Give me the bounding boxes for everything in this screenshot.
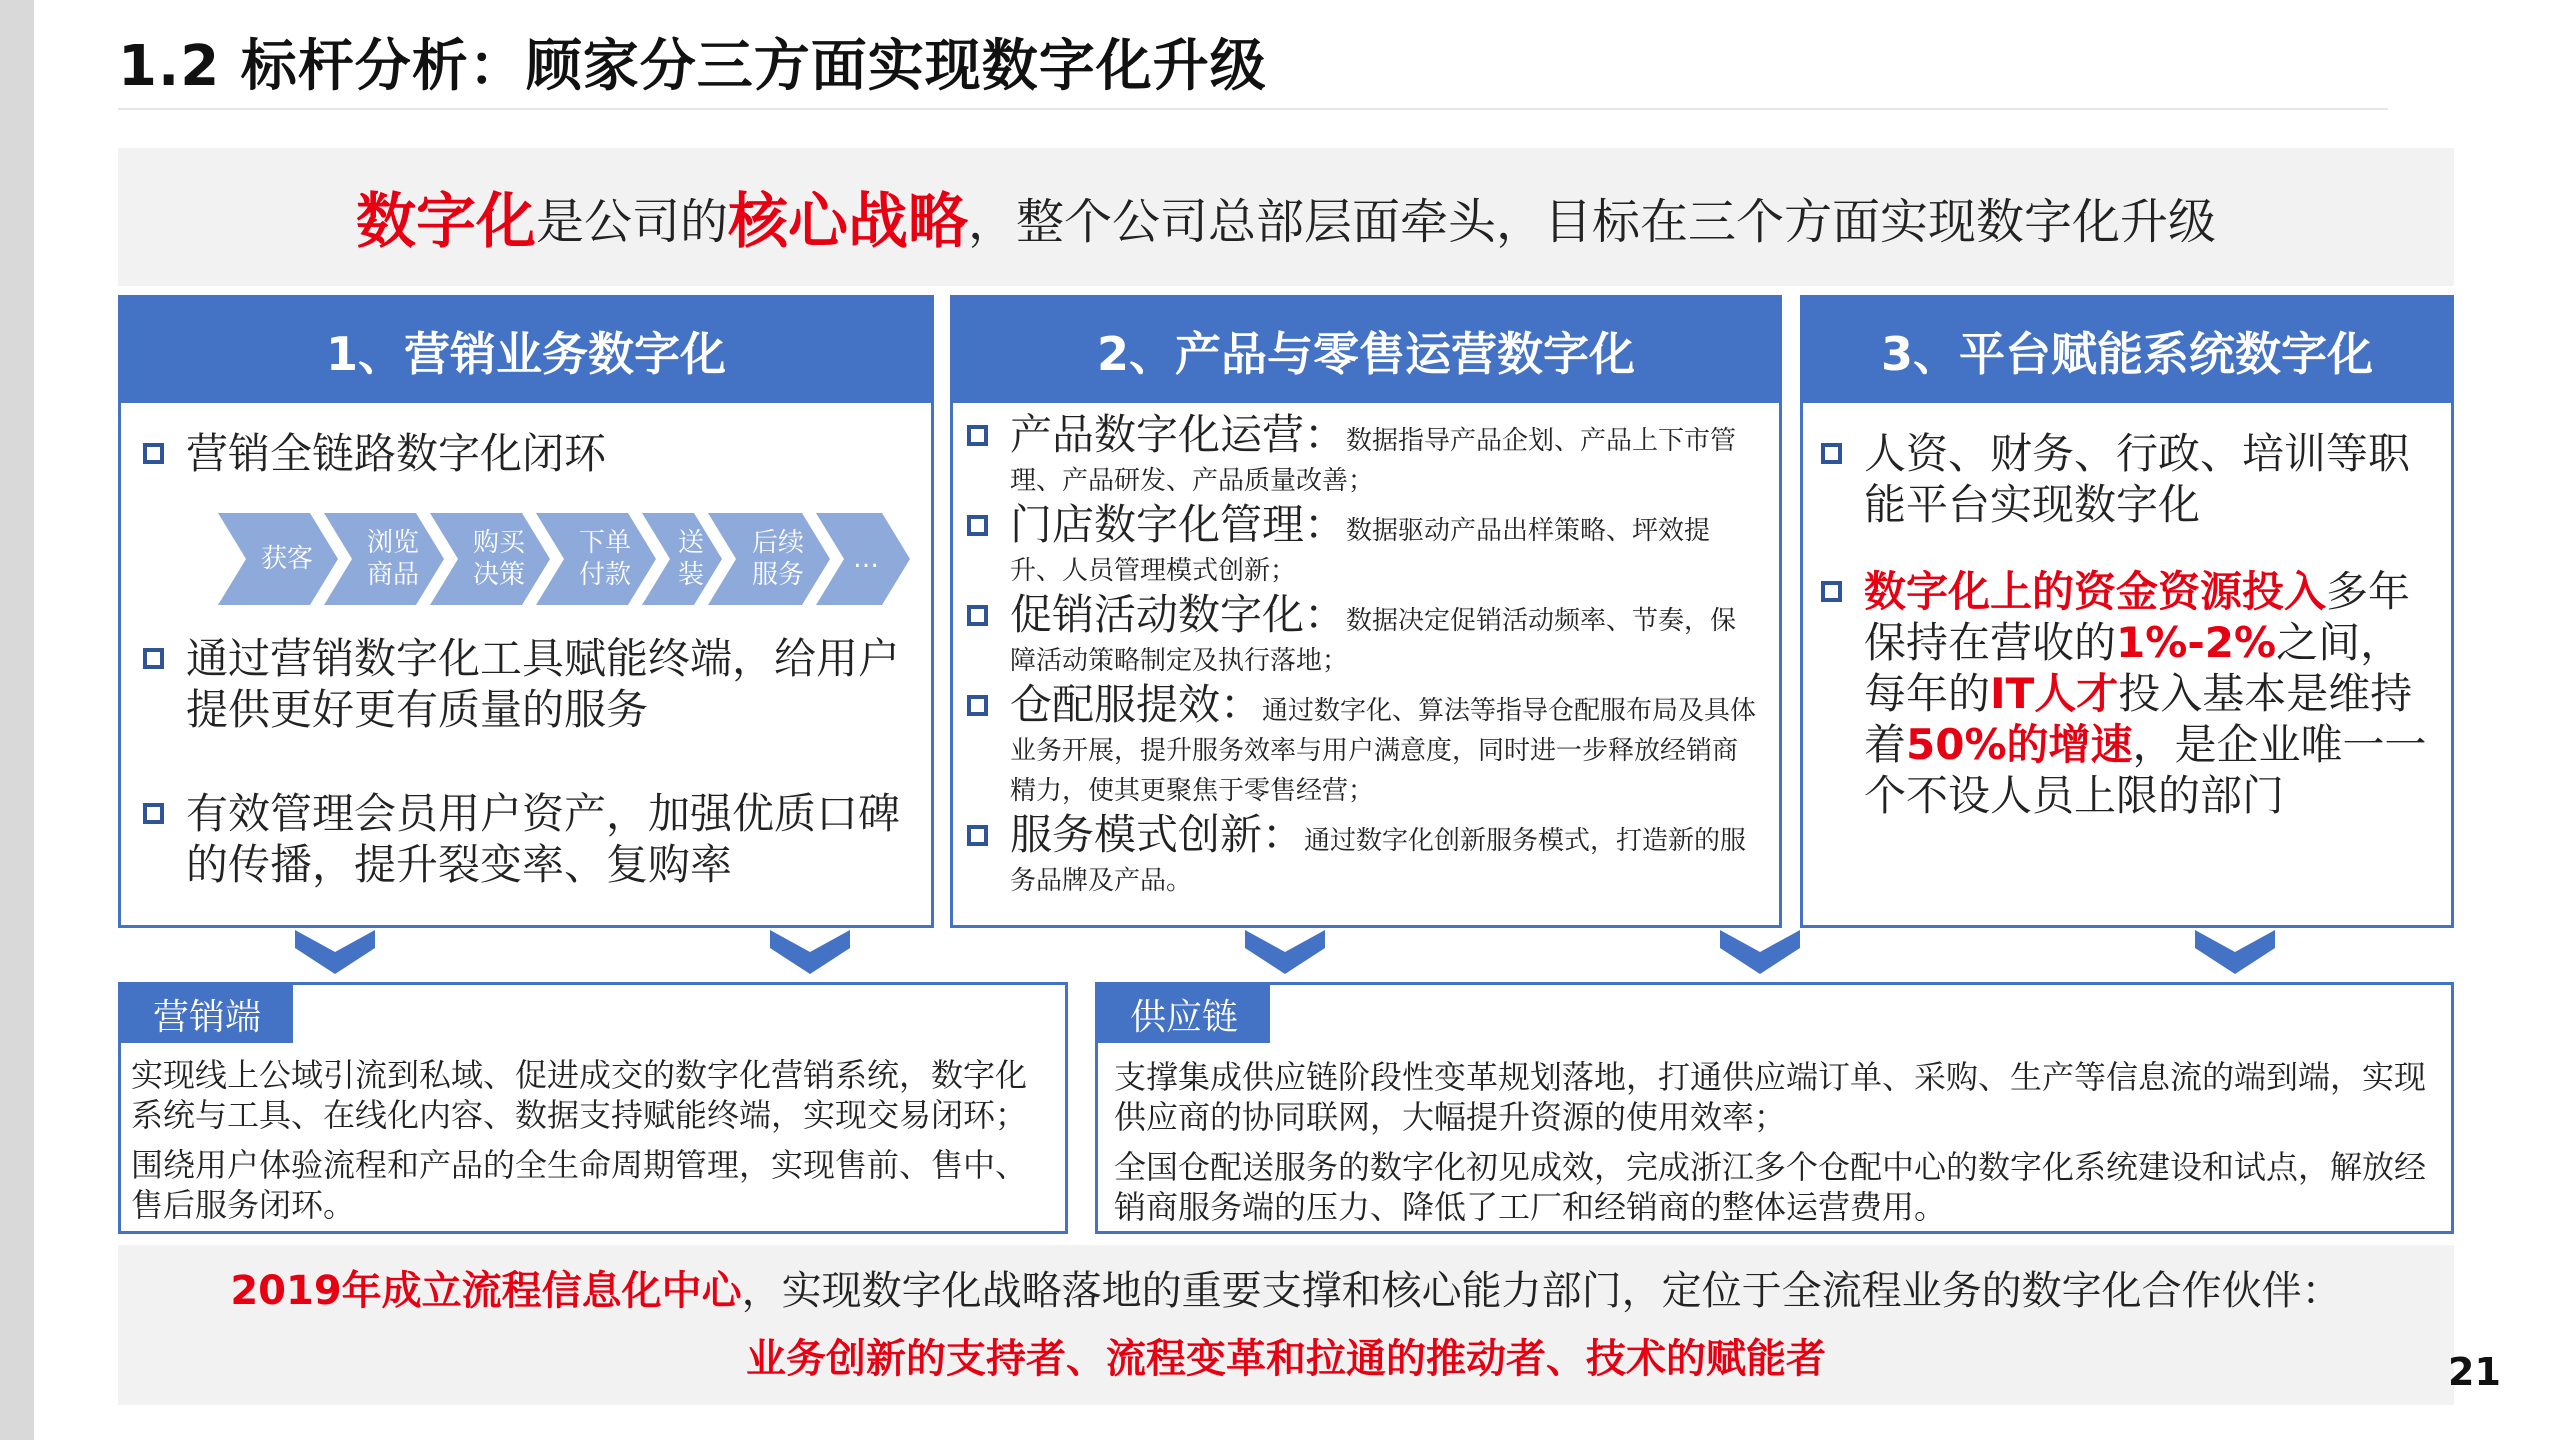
step-label: 后续服务 (751, 528, 804, 590)
chevron-down-icon (2195, 930, 2275, 976)
step-label: … (853, 544, 879, 574)
chevron-down-icon (1245, 930, 1325, 976)
bullet-item (1821, 428, 2431, 530)
banner-keyword-digital: 数字化 (355, 187, 536, 257)
step-label: 浏览商品 (366, 528, 419, 590)
square-bullet-icon (1821, 581, 1842, 602)
marketing-end-box (118, 982, 1068, 1234)
left-edge-bar (0, 0, 34, 1440)
marketing-paragraph: 实现线上公域引流到私域、促进成交的数字化营销系统，数字化系统与工具、在线化内容、数据支持赋能终端，实现交易闭环； (131, 1056, 1028, 1134)
bullet-text: ，是企业唯一一个不设人员上限的部门 (1864, 720, 2427, 820)
bullet-item (967, 810, 1757, 901)
footer-text: ，实现数字化战略落地的重要支撑和核心能力部门，定位于全流程业务的数字化合作伙伴： (741, 1268, 2342, 1314)
strategy-banner (118, 148, 2454, 286)
supply-chain-tag: 供应链 (1098, 985, 1270, 1043)
highlight-percent: 1%-2% (2116, 618, 2277, 667)
bullet-body: 数据指导产品企划、产品上下市管理、产品研发、产品质量改善； (1010, 426, 1737, 496)
square-bullet-icon (143, 443, 164, 464)
bullet-text: 多年保持在营收的 (1864, 567, 2411, 667)
chevron-down-icon (1720, 930, 1800, 976)
marketing-process-chevrons (218, 513, 918, 605)
column-product-retail-digital (950, 295, 1782, 928)
footer-highlight: 2019年成立流程信息化中心 (230, 1268, 742, 1314)
bullet-item (967, 410, 1757, 501)
highlight-it-talent: IT人才 (1990, 669, 2119, 718)
step-label: 下单付款 (578, 528, 631, 590)
footer-banner (118, 1245, 2454, 1405)
square-bullet-icon (967, 515, 988, 536)
supply-paragraph: 支撑集成供应链阶段性变革规划落地，打通供应端订单、采购、生产等信息流的端到端，实现供应商的协同联网，大幅提升资源的使用效率； (1114, 1058, 2427, 1136)
bullet-item (1821, 566, 2431, 821)
bullet-item (143, 633, 913, 735)
bullet-body: 通过数字化创新服务模式，打造新的服务品牌及产品。 (1010, 826, 1747, 896)
bullet-text: 人资、财务、行政、培训等职能平台实现数字化 (1864, 429, 2411, 529)
square-bullet-icon (967, 425, 988, 446)
square-bullet-icon (967, 825, 988, 846)
bullet-text: 通过营销数字化工具赋能终端，给用户提供更好更有质量的服务 (186, 634, 901, 734)
banner-text-rest: ，整个公司总部层面牵头，目标在三个方面实现数字化升级 (968, 193, 2217, 250)
bullet-text: 有效管理会员用户资产，加强优质口碑的传播，提升裂变率、复购率 (186, 789, 901, 889)
bullet-text: 投入基本是维持着 (1864, 669, 2413, 769)
marketing-paragraph: 围绕用户体验流程和产品的全生命周期管理，实现售前、售中、售后服务闭环。 (131, 1146, 1028, 1224)
bullet-item (143, 788, 913, 890)
square-bullet-icon (967, 605, 988, 626)
banner-keyword-core: 核心战略 (728, 187, 968, 257)
column-header: 2、产品与零售运营数字化 (953, 298, 1779, 403)
highlight-growth: 50%的增速 (1906, 720, 2133, 769)
bullet-item (143, 428, 903, 479)
step-label: 送装 (677, 528, 704, 590)
bullet-body: 数据驱动产品出样策略、坪效提升、人员管理模式创新； (1010, 516, 1711, 586)
marketing-end-tag: 营销端 (121, 985, 293, 1043)
bullet-body: 数据决定促销活动频率、节奏，保障活动策略制定及执行落地； (1010, 606, 1737, 676)
bullet-head: 产品数字化运营： (1010, 410, 1347, 459)
bullet-head: 促销活动数字化： (1010, 590, 1347, 639)
title-divider (118, 108, 2388, 110)
square-bullet-icon (143, 803, 164, 824)
bullet-head: 仓配服提效： (1010, 680, 1263, 729)
step-label: 购买决策 (472, 528, 525, 590)
chevron-down-icon (770, 930, 850, 976)
page-title: 1.2 标杆分析：顾家分三方面实现数字化升级 (118, 34, 1267, 99)
bullet-text: 营销全链路数字化闭环 (186, 429, 607, 478)
column-platform-digital (1800, 295, 2454, 928)
bullet-head: 服务模式创新： (1010, 810, 1305, 859)
chevron-down-icon (295, 930, 375, 976)
footer-roles: 业务创新的支持者、流程变革和拉通的推动者、技术的赋能者 (746, 1336, 1826, 1382)
banner-text: 是公司的 (535, 193, 728, 250)
square-bullet-icon (967, 695, 988, 716)
bullet-head: 门店数字化管理： (1010, 500, 1347, 549)
bullet-text: 之间，每年的 (1864, 618, 2403, 718)
supply-chain-box (1095, 982, 2454, 1234)
highlight-investment: 数字化上的资金资源投入 (1864, 567, 2327, 616)
bullet-item (967, 590, 1757, 681)
bullet-body: 通过数字化、算法等指导仓配服布局及具体业务开展，提升服务效率与用户满意度，同时进一步释放经销商精力，使其更聚焦于零售经营； (1010, 696, 1757, 806)
column-header: 3、平台赋能系统数字化 (1803, 298, 2451, 403)
page-number: 21 (2448, 1350, 2501, 1394)
square-bullet-icon (143, 648, 164, 669)
step-label: 获客 (260, 544, 313, 574)
column-marketing-digital (118, 295, 934, 928)
square-bullet-icon (1821, 443, 1842, 464)
column-header: 1、营销业务数字化 (121, 298, 931, 403)
bullet-item (967, 680, 1757, 811)
bullet-item (967, 500, 1757, 591)
supply-paragraph: 全国仓配送服务的数字化初见成效，完成浙江多个仓配中心的数字化系统建设和试点，解放经销商服务端的压力、降低了工厂和经销商的整体运营费用。 (1114, 1148, 2427, 1226)
